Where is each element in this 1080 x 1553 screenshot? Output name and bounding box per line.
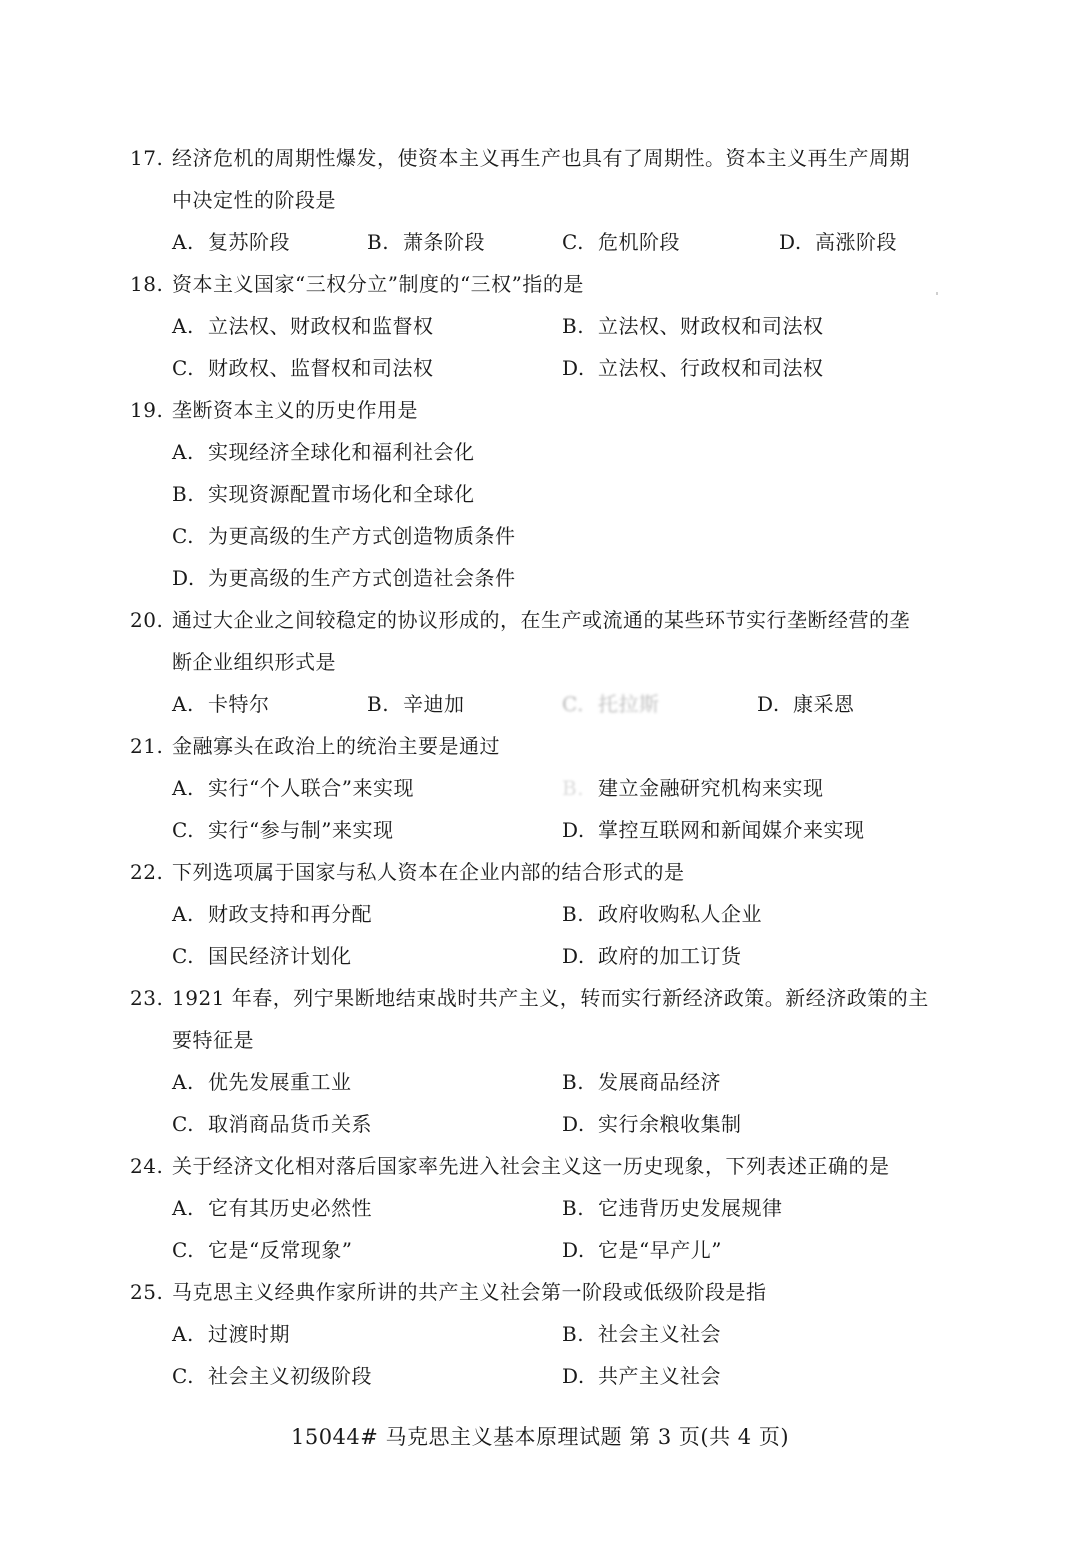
question-number: 20.	[130, 608, 164, 632]
question-23-stem-cont: 要特征是	[172, 1028, 254, 1052]
question-text: 资本主义国家“三权分立”制度的“三权”指的是	[172, 272, 584, 296]
option-20-c: C. 托拉斯	[562, 692, 660, 716]
question-number: 23.	[130, 986, 164, 1010]
option-24-c: C. 它是“反常现象”	[172, 1238, 353, 1262]
question-number: 17.	[130, 146, 164, 170]
option-23-a: A. 优先发展重工业	[172, 1070, 352, 1094]
option-19-c: C. 为更高级的生产方式创造物质条件	[172, 524, 516, 548]
question-text: 1921 年春，列宁果断地结束战时共产主义，转而实行新经济政策。新经济政策的主	[172, 986, 929, 1010]
option-23-c: C. 取消商品货币关系	[172, 1112, 372, 1136]
question-number: 18.	[130, 272, 164, 296]
option-20-b: B. 辛迪加	[367, 692, 465, 716]
option-24-b: B. 它违背历史发展规律	[562, 1196, 783, 1220]
question-19-stem	[130, 389, 418, 431]
question-17-stem	[130, 137, 910, 179]
question-20-stem-cont: 断企业组织形式是	[172, 650, 336, 674]
option-25-b: B. 社会主义社会	[562, 1322, 721, 1346]
question-21-stem	[130, 725, 500, 767]
question-23-stem	[130, 977, 929, 1019]
option-19-a: A. 实现经济全球化和福利社会化	[172, 440, 475, 464]
option-18-a: A. 立法权、财政权和监督权	[172, 314, 434, 338]
option-17-b: B. 萧条阶段	[367, 230, 485, 254]
option-19-d: D. 为更高级的生产方式创造社会条件	[172, 566, 516, 590]
question-25-stem	[130, 1271, 767, 1313]
question-24-stem	[130, 1145, 890, 1187]
question-22-stem	[130, 851, 685, 893]
option-22-c: C. 国民经济计划化	[172, 944, 352, 968]
page-footer: 15044# 马克思主义基本原理试题 第 3 页(共 4 页)	[290, 1425, 790, 1449]
question-text: 垄断资本主义的历史作用是	[172, 398, 418, 422]
question-number: 25.	[130, 1280, 164, 1304]
option-23-d: D. 实行余粮收集制	[562, 1112, 742, 1136]
option-20-a: A. 卡特尔	[172, 692, 270, 716]
option-22-d: D. 政府的加工订货	[562, 944, 742, 968]
question-text: 金融寡头在政治上的统治主要是通过	[172, 734, 500, 758]
option-25-d: D. 共产主义社会	[562, 1364, 721, 1388]
question-text: 通过大企业之间较稳定的协议形成的，在生产或流通的某些环节实行垄断经营的垄	[172, 608, 910, 632]
option-21-d: D. 掌控互联网和新闻媒介来实现	[562, 818, 865, 842]
question-text: 下列选项属于国家与私人资本在企业内部的结合形式的是	[172, 860, 685, 884]
option-22-a: A. 财政支持和再分配	[172, 902, 372, 926]
option-21-b: B. 建立金融研究机构来实现	[562, 776, 824, 800]
option-21-a: A. 实行“个人联合”来实现	[172, 776, 414, 800]
option-21-c: C. 实行“参与制”来实现	[172, 818, 394, 842]
option-17-c: C. 危机阶段	[562, 230, 680, 254]
option-18-b: B. 立法权、财政权和司法权	[562, 314, 824, 338]
scan-speck	[936, 292, 938, 295]
question-text: 关于经济文化相对落后国家率先进入社会主义这一历史现象，下列表述正确的是	[172, 1154, 890, 1178]
option-20-d: D. 康采恩	[757, 692, 855, 716]
option-25-a: A. 过渡时期	[172, 1322, 290, 1346]
option-17-a: A. 复苏阶段	[172, 230, 290, 254]
question-20-stem	[130, 599, 910, 641]
option-18-c: C. 财政权、监督权和司法权	[172, 356, 434, 380]
question-number: 19.	[130, 398, 164, 422]
option-24-a: A. 它有其历史必然性	[172, 1196, 372, 1220]
question-18-stem	[130, 263, 584, 305]
option-25-c: C. 社会主义初级阶段	[172, 1364, 372, 1388]
question-number: 22.	[130, 860, 164, 884]
option-24-d: D. 它是“早产儿”	[562, 1238, 722, 1262]
question-17-stem-cont: 中决定性的阶段是	[172, 188, 336, 212]
option-23-b: B. 发展商品经济	[562, 1070, 721, 1094]
question-number: 24.	[130, 1154, 164, 1178]
question-text: 马克思主义经典作家所讲的共产主义社会第一阶段或低级阶段是指	[172, 1280, 767, 1304]
option-18-d: D. 立法权、行政权和司法权	[562, 356, 824, 380]
question-number: 21.	[130, 734, 164, 758]
option-19-b: B. 实现资源配置市场化和全球化	[172, 482, 475, 506]
question-text: 经济危机的周期性爆发，使资本主义再生产也具有了周期性。资本主义再生产周期	[172, 146, 910, 170]
option-22-b: B. 政府收购私人企业	[562, 902, 762, 926]
option-17-d: D. 高涨阶段	[779, 230, 897, 254]
